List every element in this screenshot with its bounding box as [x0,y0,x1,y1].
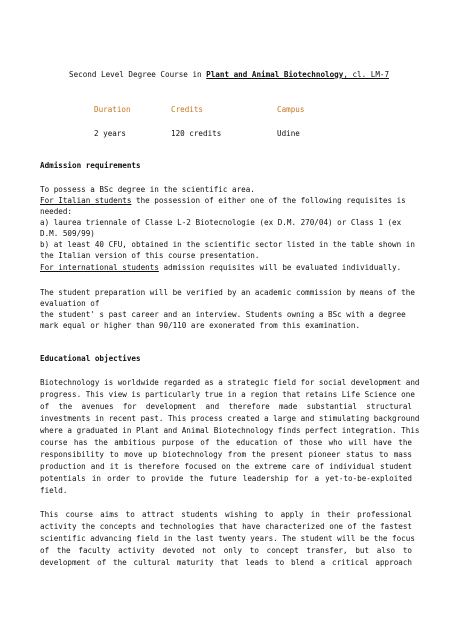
objectives-p2-line: scientific advancing field in the last twenty years. The student will be the focus [40,534,415,543]
italian-students-link[interactable]: For Italian students [40,196,132,205]
course-title [69,69,399,80]
requisite-a-line-1: a) laurea triennale of Classe L-2 Biotecnologie (ex D.M. 270/04) or Class 1 (ex [40,218,402,227]
objectives-p2-line: activity the concepts and technologies that have characterized one of the fastest [40,522,412,531]
requisite-b-line-2: the Italian version of this course presentation. [40,251,260,260]
objectives-p1-line: potentials in order to provide the future leadership for a yet-to-be-exploited [40,474,412,483]
duration-label: Duration [94,105,131,114]
credits-value: 120 credits [171,129,222,138]
campus-value: Udine [277,129,300,138]
objectives-heading: Educational objectives [40,354,141,363]
objectives-p1-line: of the avenues for development and therefore made substantial structural [40,402,412,411]
international-requisites-line [40,262,412,273]
needed-line: needed: [40,207,73,216]
objectives-p1-line: where a graduated in Plant and Animal Biotechnology finds perfect integration. This [40,426,420,435]
campus-label: Campus [277,105,305,114]
objectives-p1-line: Biotechnology is worldwide regarded as a strategic field for social development and [40,378,420,387]
objectives-p1-line: course has the ambitious purpose of the education of those who will have the [40,438,412,447]
admission-line-1: To possess a BSc degree in the scientific area. [40,185,255,194]
course-title-prefix: Second Level Degree Course in [69,70,207,79]
objectives-p1-line: production and it is therefore focused on the extreme care of individual student [40,462,412,471]
duration-value: 2 years [94,129,127,138]
objectives-p2-line: of the faculty activity devoted not only to concept transfer, but also to [40,546,412,555]
objectives-p2-line: development of the cultural maturity that leads to blend a critical approach [40,558,412,567]
credits-label: Credits [171,105,204,114]
requisite-a-line-2: D.M. 509/99) [40,229,95,238]
preparation-line-3: the student' s past career and an interview. Students owning a BSc with a degree [40,310,406,319]
international-students-link[interactable]: For international students [40,263,159,272]
admission-heading: Admission requirements [40,161,141,170]
objectives-p1-line: field. [40,486,68,495]
italian-requisites-line [40,195,412,206]
international-requisites-text: admission requisites will be evaluated individually. [158,263,402,272]
course-name-link[interactable]: Plant and Animal Biotechnology [206,70,344,79]
italian-requisites-text: the possession of either one of the following requisites is [131,196,406,205]
objectives-p1-line: responsibility to move up biotechnology from the present pioneer status to mass [40,450,412,459]
objectives-p2-line: This course aims to attract students wishing to apply in their professional [40,510,412,519]
objectives-p1-line: progress. This view is particularly true in a region that retains Life Science one [40,390,415,399]
requisite-b-line-1: b) at least 40 CFU, obtained in the scientific sector listed in the table shown in [40,240,415,249]
objectives-p1-line: investments in recent past. This process created a large and stimulating background [40,414,420,423]
course-class: , cl. LM-7 [343,70,390,79]
preparation-line-1: The student preparation will be verified by an academic commission by means of the [40,288,415,297]
preparation-line-2: evaluation of [40,299,100,308]
preparation-line-4: mark equal or higher than 90/110 are exonerated from this examination. [40,321,361,330]
